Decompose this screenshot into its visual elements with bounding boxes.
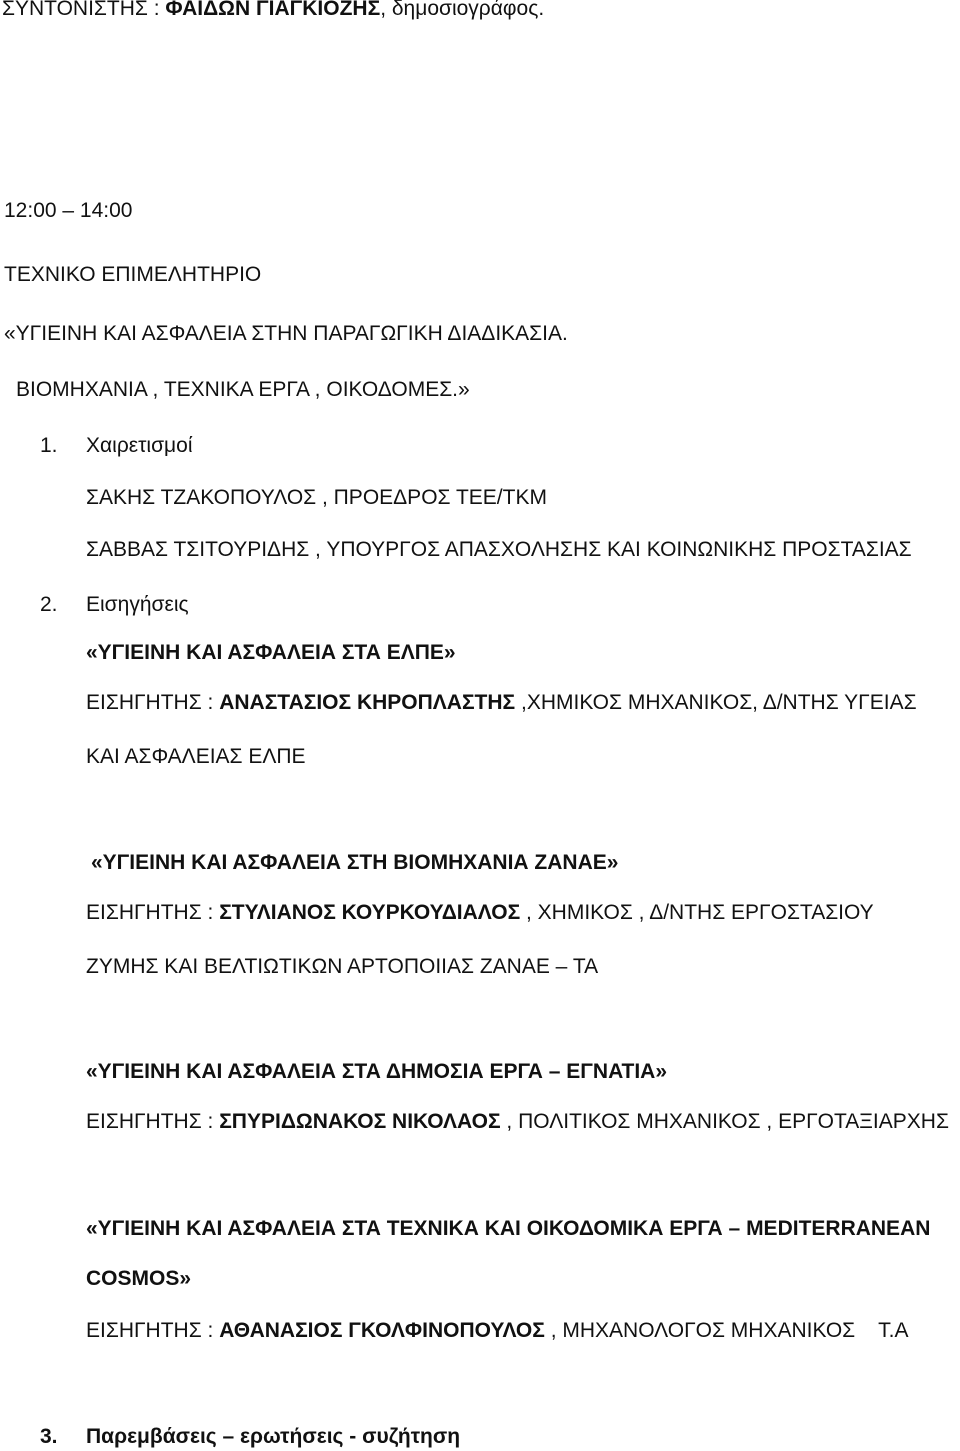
speaker-role-continued: ΖΥΜΗΣ ΚΑΙ ΒΕΛΤΙΩΤΙΚΩΝ ΑΡΤΟΠΟΙΙΑΣ ΖΑΝΑΕ – ΤΑ [86,955,599,978]
talk-speaker-line [86,1109,949,1135]
speaker-role: , ΠΟΛΙΤΙΚΟΣ ΜΗΧΑΝΙΚΟΣ , ΕΡΓΟΤΑΞΙΑΡΧΗΣ [500,1110,949,1133]
coordinator-role: , δημοσιογράφος. [380,0,545,20]
greeting-item [86,537,912,563]
speaker-role-continued: ΚΑΙ ΑΣΦΑΛΕΙΑΣ ΕΛΠΕ [86,745,306,768]
talk-title: «ΥΓΙΕΙΝΗ ΚΑΙ ΑΣΦΑΛΕΙΑ ΣΤΑ ΕΛΠΕ» [86,641,456,664]
section-1-heading [40,433,193,459]
speaker-name: ΣΤΥΛΙΑΝΟΣ ΚΟΥΡΚΟΥΔΙΑΛΟΣ [219,901,521,924]
speaker-role: , ΧΗΜΙΚΟΣ , Δ/ΝΤΗΣ ΕΡΓΟΣΤΑΣΙΟΥ [520,901,874,924]
section-3-title: Παρεμβάσεις – ερωτήσεις - συζήτηση [86,1425,461,1448]
speaker-name: ΣΠΥΡΙΔΩΝΑΚΟΣ ΝΙΚΟΛΑΟΣ [219,1110,501,1133]
greeting-name: ΣΑΚΗΣ ΤΖΑΚΟΠΟΥΛΟΣ [86,486,317,509]
coordinator-name: ΦΑΙΔΩΝ ΓΙΑΓΚΙΟΖΗΣ [165,0,381,20]
greeting-item [86,485,547,511]
section-3-number: 3. [40,1425,58,1448]
speaker-name: ΑΘΑΝΑΣΙΟΣ ΓΚΟΛΦΙΝΟΠΟΥΛΟΣ [219,1319,545,1342]
section-3-heading [40,1424,460,1450]
greeting-role: , ΠΡΟΕΔΡΟΣ ΤΕΕ/ΤΚΜ [316,486,547,509]
speaker-name: ΑΝΑΣΤΑΣΙΟΣ ΚΗΡΟΠΛΑΣΤΗΣ [219,691,516,714]
greeting-role: , ΥΠΟΥΡΓΟΣ ΑΠΑΣΧΟΛΗΣΗΣ ΚΑΙ ΚΟΙΝΩΝΙΚΗΣ ΠΡΟΣΤΑΣΙΑΣ [309,538,912,561]
speaker-label: ΕΙΣΗΓΗΤΗΣ : [86,1319,220,1342]
speaker-role: , ΜΗΧΑΝΟΛΟΓΟΣ ΜΗΧΑΝΙΚΟΣ Τ.Α [544,1319,909,1342]
talk-title: «ΥΓΙΕΙΝΗ ΚΑΙ ΑΣΦΑΛΕΙΑ ΣΤΑ ΤΕΧΝΙΚΑ ΚΑΙ ΟΙΚΟΔΟΜΙΚΑ ΕΡΓΑ – MEDITERRANEAN [86,1217,931,1240]
talk-title-continued: COSMOS» [86,1267,192,1290]
section-2-title: Εισηγήσεις [86,593,189,616]
section-2-heading [40,592,189,618]
organizer: ΤΕΧΝΙΚΟ ΕΠΙΜΕΛΗΤΗΡΙΟ [4,263,262,286]
talk-speaker-line [86,900,874,926]
talk-title: «ΥΓΙΕΙΝΗ ΚΑΙ ΑΣΦΑΛΕΙΑ ΣΤΗ ΒΙΟΜΗΧΑΝΙΑ ΖΑΝΑΕ» [91,851,619,874]
greeting-name: ΣΑΒΒΑΣ ΤΣΙΤΟΥΡΙΔΗΣ [86,538,310,561]
session-time: 12:00 – 14:00 [4,199,133,222]
event-title-line-2: ΒΙΟΜΗΧΑΝΙΑ , ΤΕΧΝΙΚΑ ΕΡΓΑ , ΟΙΚΟΔΟΜΕΣ.» [16,378,470,401]
coordinator-line [2,0,544,22]
talk-speaker-line [86,690,917,716]
speaker-role: ,ΧΗΜΙΚΟΣ ΜΗΧΑΝΙΚΟΣ, Δ/ΝΤΗΣ ΥΓΕΙΑΣ [515,691,917,714]
event-title-line-1: «ΥΓΙΕΙΝΗ ΚΑΙ ΑΣΦΑΛΕΙΑ ΣΤΗΝ ΠΑΡΑΓΩΓΙΚΗ ΔΙΑΔΙΚΑΣΙΑ. [4,322,568,345]
section-2-number: 2. [40,593,58,616]
section-1-title: Χαιρετισμοί [86,434,193,457]
section-1-number: 1. [40,434,58,457]
coordinator-label: ΣΥΝΤΟΝΙΣΤΗΣ : [2,0,166,20]
talk-title: «ΥΓΙΕΙΝΗ ΚΑΙ ΑΣΦΑΛΕΙΑ ΣΤΑ ΔΗΜΟΣΙΑ ΕΡΓΑ – ΕΓΝΑΤΙΑ» [86,1060,668,1083]
speaker-label: ΕΙΣΗΓΗΤΗΣ : [86,901,220,924]
speaker-label: ΕΙΣΗΓΗΤΗΣ : [86,691,220,714]
speaker-label: ΕΙΣΗΓΗΤΗΣ : [86,1110,220,1133]
talk-speaker-line [86,1318,908,1344]
